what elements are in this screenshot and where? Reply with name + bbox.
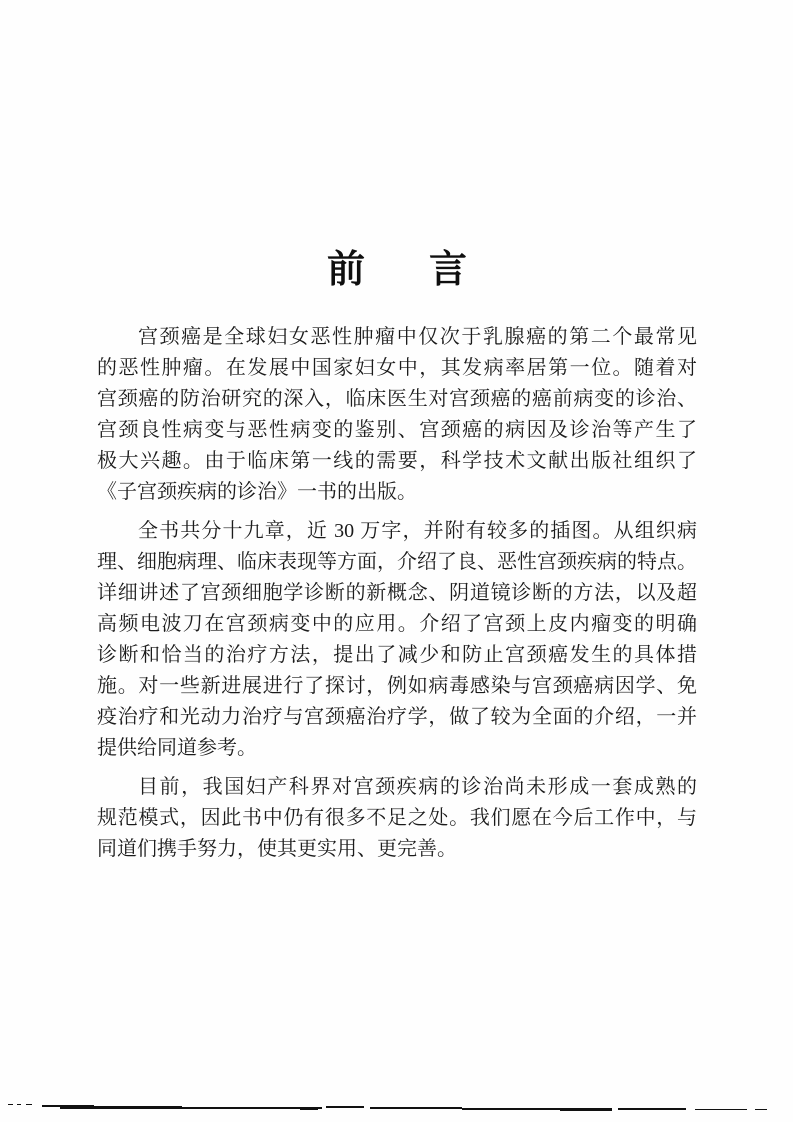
text-line: 详细讲述了宫颈细胞学诊断的新概念、阴道镜诊断的方法，以及超 <box>97 582 697 604</box>
text-line: 高频电波刀在宫颈病变中的应用。介绍了宫颈上皮内瘤变的明确 <box>97 613 697 635</box>
text-line: 提供给同道参考。 <box>97 737 257 759</box>
paragraph-3 <box>97 772 697 865</box>
scan-artifact-line <box>0 1098 793 1118</box>
paragraph-2 <box>97 516 697 764</box>
paragraph-1 <box>97 322 697 508</box>
text-line: 诊断和恰当的治疗方法，提出了减少和防止宫颈癌发生的具体措 <box>97 644 697 666</box>
text-line: 全书共分十九章，近 30 万字，并附有较多的插图。从组织病 <box>138 520 697 542</box>
text-line: 目前，我国妇产科界对宫颈疾病的诊治尚未形成一套成熟的 <box>138 776 697 798</box>
title-char-1: 前 <box>326 249 365 291</box>
preface-body <box>97 322 697 865</box>
text-line: 规范模式，因此书中仍有很多不足之处。我们愿在今后工作中，与 <box>97 807 697 829</box>
text-line: 宫颈癌的防治研究的深入，临床医生对宫颈癌的癌前病变的诊治、 <box>97 388 697 410</box>
text-line: 施。对一些新进展进行了探讨，例如病毒感染与宫颈癌病因学、免 <box>97 675 697 697</box>
text-line: 疫治疗和光动力治疗与宫颈癌治疗学，做了较为全面的介绍，一并 <box>97 706 697 728</box>
text-line: 《子宫颈疾病的诊治》一书的出版。 <box>97 481 417 503</box>
text-line: 理、细胞病理、临床表现等方面，介绍了良、恶性宫颈疾病的特点。 <box>97 551 697 573</box>
text-line: 同道们携手努力，使其更实用、更完善。 <box>97 838 457 860</box>
text-line: 宫颈良性病变与恶性病变的鉴别、宫颈癌的病因及诊治等产生了 <box>97 419 697 441</box>
title-char-2: 言 <box>429 249 468 291</box>
text-line: 宫颈癌是全球妇女恶性肿瘤中仅次于乳腺癌的第二个最常见 <box>138 326 697 348</box>
text-line: 的恶性肿瘤。在发展中国家妇女中，其发病率居第一位。随着对 <box>97 357 697 379</box>
page-title <box>97 248 697 292</box>
text-line: 极大兴趣。由于临床第一线的需要，科学技术文献出版社组织了 <box>97 450 697 472</box>
